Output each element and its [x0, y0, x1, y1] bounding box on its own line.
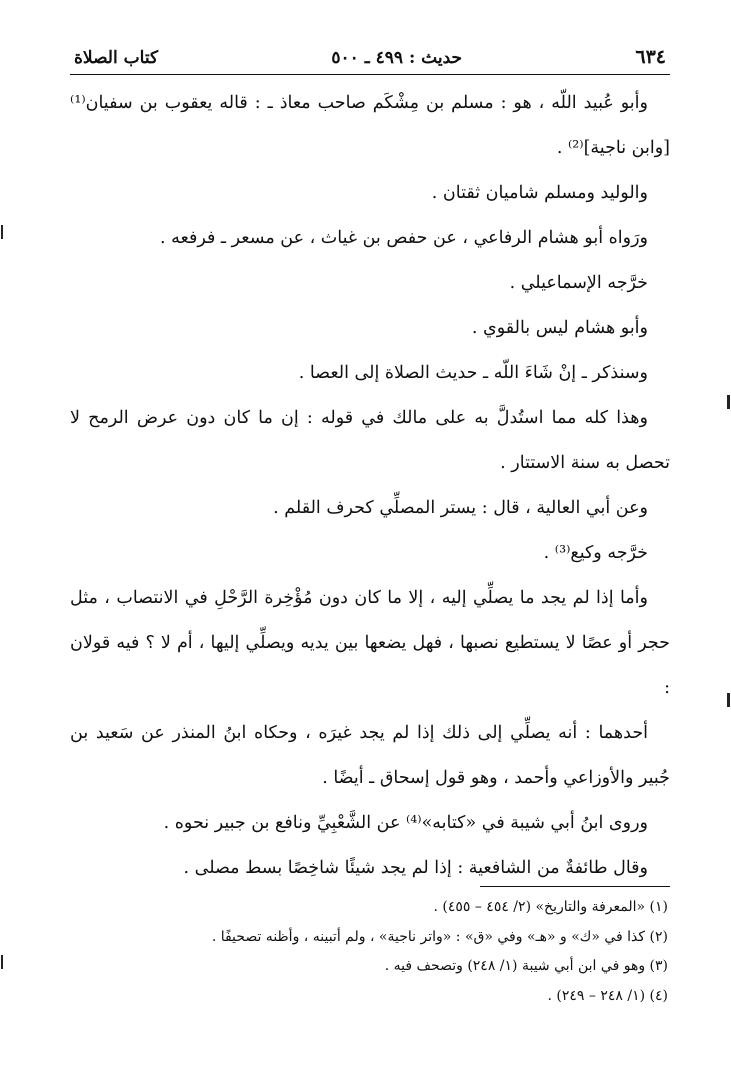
- paragraph: أحدهما : أنه يصلِّي إلى ذلك إذا لم يجد غيرَه ، وحكاه ابنُ المنذر عن سَعيد بن جُبير والأوزاعي وأحمد ، وهو قول إسحاق ـ أيضًا .: [70, 723, 670, 788]
- paragraph: وعن أبي العالية ، قال : يستر المصلِّي كحرف القلم .: [273, 498, 648, 518]
- paragraph: خرَّجه وكيع⁽³⁾ .: [543, 543, 648, 563]
- running-header: [70, 40, 670, 75]
- margin-mark: [1, 955, 3, 969]
- footnote: (١) «المعرفة والتاريخ» (٢/ ٤٥٤ – ٤٥٥) .: [433, 899, 668, 915]
- paragraph: وأبو عُبيد اللّه ، هو : مسلم بن مِشْكَم صاحب معاذ ـ : قاله يعقوب بن سفيان⁽¹⁾ [وابن ناجية]⁽²⁾ .: [70, 93, 670, 158]
- footnote-separator: [480, 886, 670, 887]
- paragraph: وسنذكر ـ إنْ شَاءَ اللّه ـ حديث الصلاة إلى العصا .: [298, 363, 648, 383]
- main-text: [70, 81, 670, 891]
- hadith-range: حديث : ٤٩٩ ـ ٥٠٠: [331, 48, 463, 68]
- margin-mark: [727, 693, 730, 707]
- margin-mark: [1, 225, 3, 239]
- paragraph: وأما إذا لم يجد ما يصلِّي إليه ، إلا ما كان دون مُؤْخِرة الرَّحْلِ في الانتصاب ، مثل حجر أو عصًا لا يستطيع نصبها ، فهل يضعها بين يديه ويصلِّي إليها ، أم لا ؟ فيه قولان :: [70, 588, 670, 698]
- page-number: ٦٣٤: [635, 46, 666, 68]
- footnote: (٤) (١/ ٢٤٨ – ٢٤٩) .: [547, 987, 668, 1004]
- book-title: كتاب الصلاة: [74, 48, 159, 68]
- paragraph: وقال طائفةٌ من الشافعية : إذا لم يجد شيئًا شاخِصًا بسط مصلى .: [183, 858, 648, 878]
- footnote: (٢) كذا في «ك» و «هـ» وفي «ق» : «واتر ناجية» ، ولم أتبينه ، وأظنه تصحيفًا .: [211, 928, 668, 945]
- paragraph: ورَواه أبو هشام الرفاعي ، عن حفص بن غياث ، عن مسعر ـ فرفعه .: [160, 228, 648, 248]
- paragraph: خرَّجه الإسماعيلي .: [509, 273, 648, 293]
- book-page: [70, 40, 670, 1004]
- footnotes: [70, 893, 670, 1011]
- paragraph: والوليد ومسلم شاميان ثقتان .: [431, 183, 648, 203]
- footnote: (٣) وهو في ابن أبي شيبة (١/ ٢٤٨) وتصحف فيه .: [384, 958, 668, 974]
- paragraph: وروى ابنُ أبي شيبة في «كتابه»⁽⁴⁾ عن الشَّعْبِيِّ ونافع بن جبير نحوه .: [163, 813, 648, 833]
- paragraph: وأبو هشام ليس بالقوي .: [471, 318, 648, 338]
- paragraph: وهذا كله مما استُدلَّ به على مالك في قوله : إن ما كان دون عرض الرمح لا تحصل به سنة الاستتار .: [70, 408, 670, 473]
- margin-mark: [727, 395, 730, 409]
